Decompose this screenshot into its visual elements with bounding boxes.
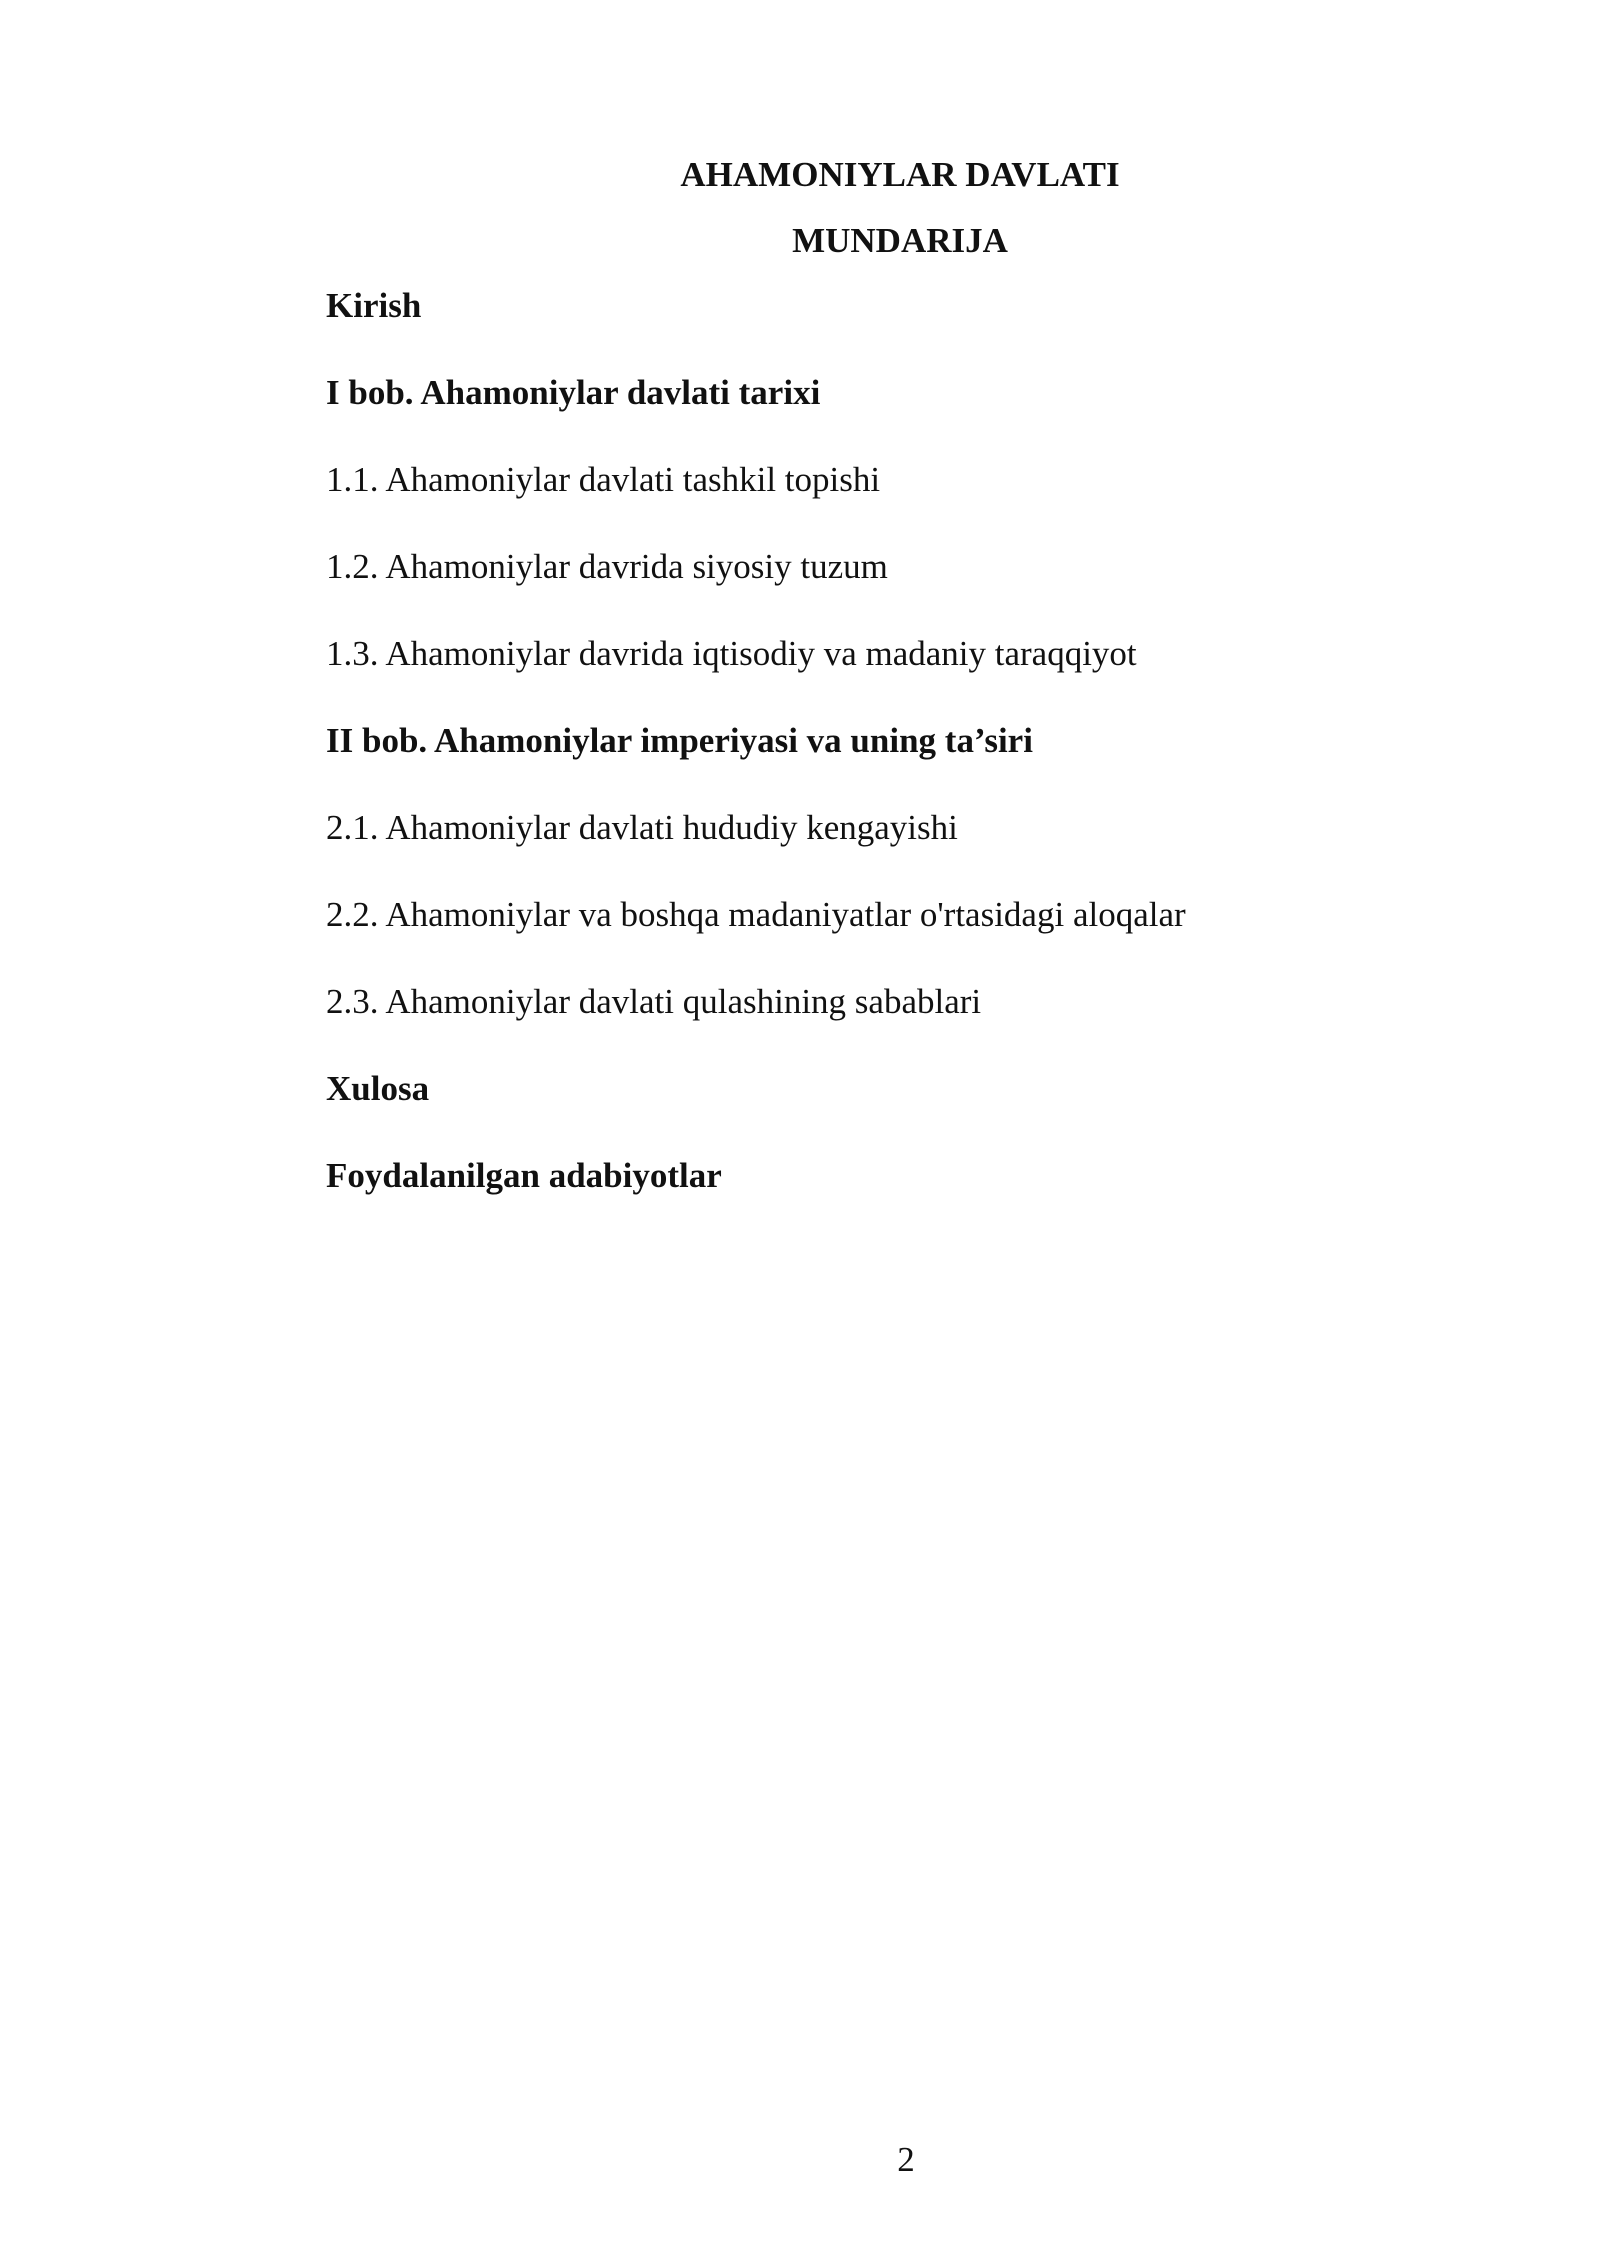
toc-section-heading: Foydalanilgan adabiyotlar xyxy=(326,1156,722,1195)
toc-section-heading: Xulosa xyxy=(326,1069,430,1108)
table-of-contents xyxy=(326,284,1326,1241)
toc-subsection-item: 2.1. Ahamoniylar davlati hududiy kengayishi xyxy=(326,808,958,847)
toc-subsection-item: 1.1. Ahamoniylar davlati tashkil topishi xyxy=(326,460,881,499)
toc-subsection-item: 1.3. Ahamoniylar davrida iqtisodiy va madaniy taraqqiyot xyxy=(326,634,1137,673)
contents-heading: MUNDARIJA xyxy=(792,221,1008,260)
toc-section-heading: I bob. Ahamoniylar davlati tarixi xyxy=(326,373,821,412)
toc-subsection-item: 2.3. Ahamoniylar davlati qulashining sabablari xyxy=(326,982,982,1021)
page-number: 2 xyxy=(897,2140,915,2179)
toc-section-heading: Kirish xyxy=(326,286,422,325)
toc-subsection-item: 1.2. Ahamoniylar davrida siyosiy tuzum xyxy=(326,547,888,586)
document-title: AHAMONIYLAR DAVLATI xyxy=(680,155,1120,194)
toc-section-heading: II bob. Ahamoniylar imperiyasi va uning ta’siri xyxy=(326,721,1033,760)
toc-subsection-item: 2.2. Ahamoniylar va boshqa madaniyatlar o'rtasidagi aloqalar xyxy=(326,895,1186,934)
